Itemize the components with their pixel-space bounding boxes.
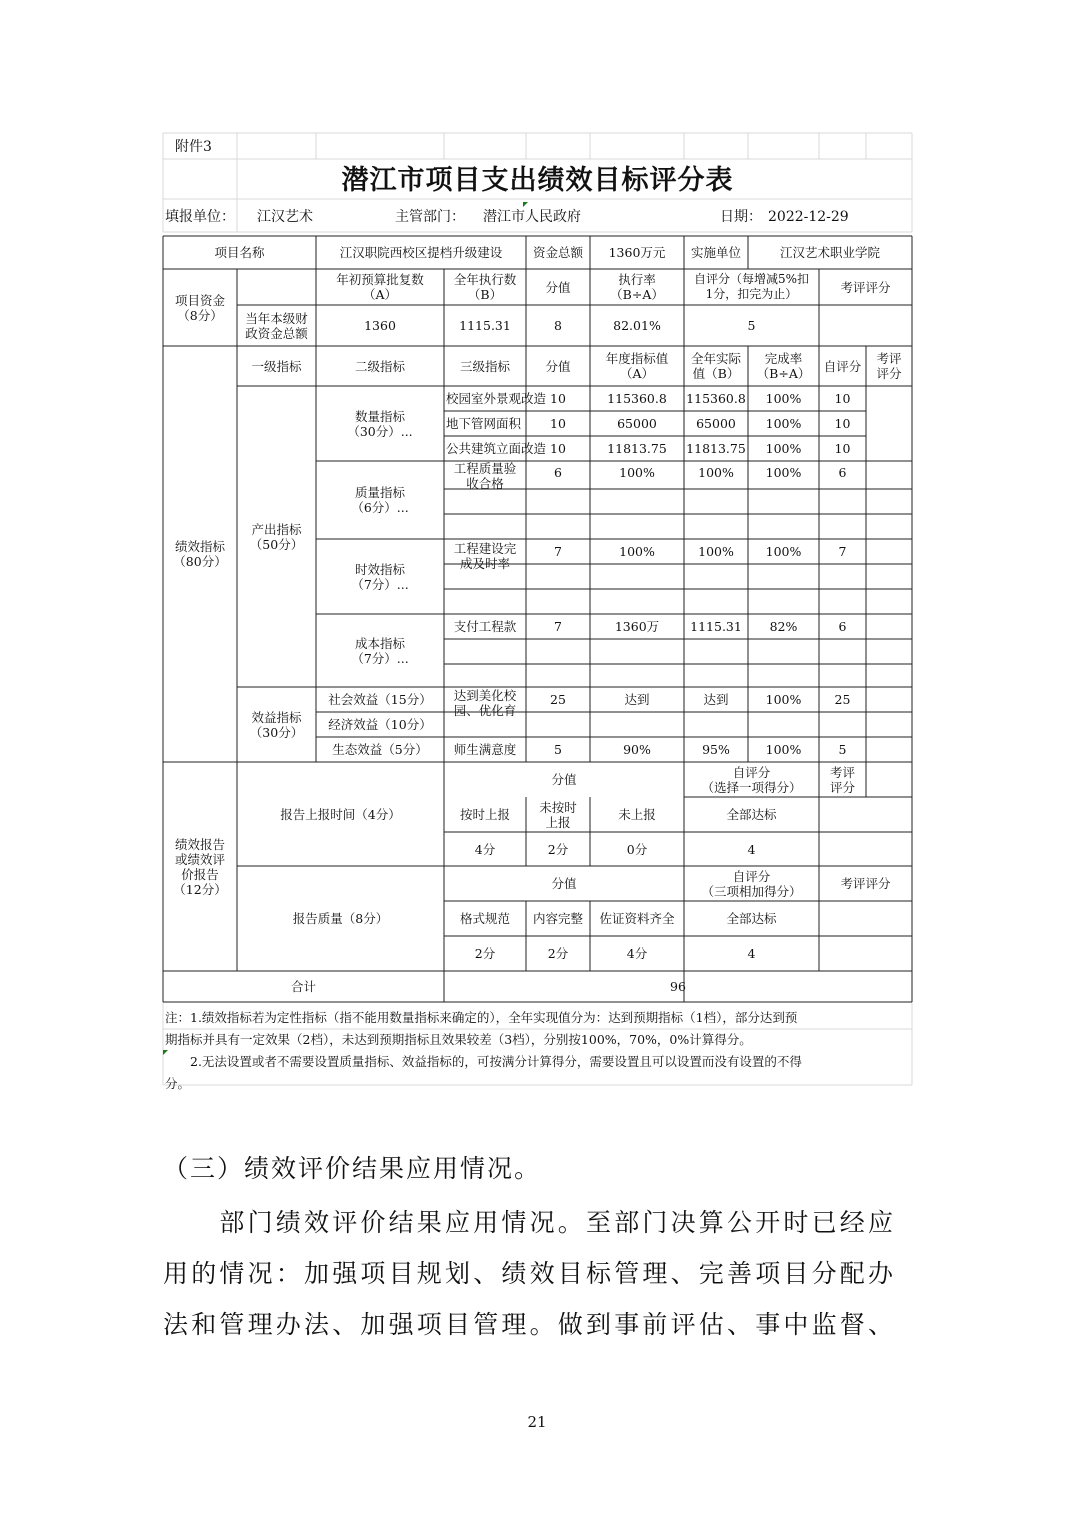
- group-cost: 成本指标 （7分）...: [351, 635, 409, 666]
- row-7-score: 5: [554, 742, 562, 757]
- row-7-target: 90%: [623, 742, 651, 757]
- timing-value-on-time: 4分: [474, 841, 496, 857]
- row-6-indicator: 达到美化校 园、优化育: [453, 688, 517, 718]
- row-4-indicator: 工程建设完 成及时率: [453, 541, 517, 571]
- fill-unit-value: 江汉艺术: [257, 208, 313, 225]
- report-timing-label: 报告上报时间（4分）: [280, 806, 401, 822]
- row-2-self: 10: [834, 441, 851, 456]
- total-value: 96: [670, 979, 686, 994]
- impl-label: 实施单位: [690, 245, 741, 260]
- report-self-header-1: 自评分 （选择一项得分）: [701, 764, 802, 795]
- row-5-rate: 82%: [769, 619, 798, 634]
- note-2-line-2: 分。: [165, 1076, 191, 1091]
- funding-review: [819, 305, 912, 346]
- row-0-score: 10: [550, 391, 566, 406]
- row-3-target: 100%: [619, 465, 655, 480]
- row-5-score: 7: [554, 619, 562, 634]
- funding-col-self: 自评分（每增减5%扣 1分，扣完为止）: [693, 272, 810, 301]
- quality-option-format: 格式规范: [459, 911, 510, 926]
- perf-header-review: 考评 评分: [876, 351, 902, 381]
- effect-indicator-label: 效益指标 （30分）: [249, 709, 304, 740]
- section-heading: （三）绩效评价结果应用情况。: [163, 1154, 542, 1183]
- perf-label: 绩效指标 （80分）: [173, 539, 227, 569]
- perf-header-l3: 三级指标: [459, 358, 510, 374]
- dept-label: 主管部门：: [395, 208, 465, 225]
- group-quality: 质量指标 （6分）...: [351, 485, 409, 515]
- quality-value-evidence: 4分: [626, 946, 648, 961]
- row-4-target: 100%: [619, 544, 655, 559]
- funding-self: 5: [747, 318, 756, 333]
- report-quality-label: 报告质量（8分）: [292, 911, 389, 926]
- quality-value-content: 2分: [547, 946, 569, 961]
- perf-header-rate: 完成率 （B÷A）: [756, 351, 811, 381]
- perf-header-l2: 二级指标: [354, 358, 405, 374]
- quality-self-score: 4: [747, 946, 756, 961]
- timing-option-on-time: 按时上报: [459, 807, 510, 822]
- row-7-rate: 100%: [765, 742, 802, 757]
- row-5-self: 6: [838, 619, 847, 634]
- group-ecological: 生态效益（5分）: [332, 742, 428, 757]
- funding-label: 项目资金 （8分）: [174, 292, 225, 323]
- group-economic: 经济效益（10分）: [328, 717, 432, 732]
- row-3-indicator: 工程质量验 收合格: [453, 461, 517, 491]
- timing-self-score: 4: [747, 841, 756, 857]
- quality-option-evidence: 佐证资料齐全: [599, 911, 675, 926]
- funds-label: 资金总额: [532, 245, 583, 260]
- row-5-target: 1360万: [614, 619, 660, 634]
- funding-col-review: 考评评分: [840, 279, 891, 295]
- page-title: 潜江市项目支出绩效目标评分表: [341, 164, 734, 196]
- body-paragraph-line-1: 部门绩效评价结果应用情况。至部门决算公开时已经应: [163, 1208, 897, 1237]
- timing-value-none: 0分: [626, 841, 648, 857]
- score-sheet: [163, 133, 912, 1091]
- row-0-target: 115360.8: [607, 391, 667, 406]
- body-paragraph-line-3: 法和管理办法、加强项目管理。做到事前评估、事中监督、: [163, 1310, 897, 1339]
- page-number: 21: [527, 1413, 547, 1431]
- report-review-header-1: 考评 评分: [829, 764, 855, 795]
- body-paragraph-line-2: 用的情况：加强项目规划、绩效目标管理、完善项目分配办: [163, 1259, 897, 1288]
- funding-score: 8: [554, 318, 562, 333]
- note-1-line-1: 注：1.绩效指标若为定性指标（指不能用数量指标来确定的），全年实现值分为：达到预期指标（1档），部分达到预: [165, 1010, 798, 1025]
- row-1-rate: 100%: [765, 416, 802, 431]
- funding-a: 1360: [364, 318, 396, 333]
- date-label: 日期：: [720, 208, 762, 225]
- row-5-indicator: 支付工程款: [453, 619, 517, 634]
- row-5-actual: 1115.31: [690, 619, 742, 634]
- report-self-header-2: 自评分 （三项相加得分）: [701, 868, 802, 899]
- row-1-actual: 65000: [696, 416, 736, 431]
- row-2-rate: 100%: [765, 441, 802, 456]
- row-2-indicator: 公共建筑立面改造: [446, 441, 547, 456]
- row-2-score: 10: [550, 441, 566, 456]
- row-4-rate: 100%: [765, 544, 802, 559]
- row-3-score: 6: [554, 465, 562, 480]
- funds-value: 1360万元: [608, 245, 666, 260]
- row-1-target: 65000: [617, 416, 657, 431]
- row-4-actual: 100%: [698, 544, 734, 559]
- row-3-rate: 100%: [765, 465, 802, 480]
- row-7-self: 5: [838, 742, 847, 757]
- perf-header-target: 年度指标值 （A）: [605, 351, 669, 381]
- row-7-indicator: 师生满意度: [453, 742, 517, 757]
- row-2-actual: 11813.75: [686, 441, 746, 456]
- row-4-score: 7: [554, 544, 562, 559]
- group-quantity: 数量指标 （30分）...: [347, 408, 413, 439]
- row-0-rate: 100%: [765, 391, 802, 406]
- group-time: 时效指标 （7分）...: [351, 561, 409, 592]
- perf-header-score: 分值: [545, 358, 571, 374]
- date-value: 2022-12-29: [768, 208, 849, 225]
- fill-unit-label: 填报单位：: [165, 208, 235, 225]
- project-name: 江汉职院西校区提档升级建设: [339, 245, 503, 260]
- row-7-actual: 95%: [702, 742, 730, 757]
- row-6-target: 达到: [624, 692, 650, 707]
- row-6-actual: 达到: [703, 692, 729, 707]
- report-label: 绩效报告 或绩效评 价报告 （12分）: [173, 836, 227, 897]
- report-score-header-2: 分值: [551, 876, 577, 891]
- row-6-self: 25: [834, 692, 851, 707]
- row-3-actual: 100%: [698, 465, 734, 480]
- funding-row-label: 当年本级财 政资金总额: [245, 310, 308, 341]
- timing-value-late: 2分: [547, 841, 569, 857]
- report-review-header-2: 考评评分: [840, 876, 891, 891]
- project-name-label: 项目名称: [214, 245, 265, 260]
- quality-all-met: 全部达标: [726, 911, 777, 926]
- quality-option-content: 内容完整: [532, 911, 583, 926]
- cell-comment-marker: [163, 1050, 168, 1055]
- timing-all-met: 全部达标: [726, 807, 777, 822]
- funding-col-score: 分值: [545, 279, 571, 295]
- group-social: 社会效益（15分）: [328, 692, 432, 707]
- row-2-target: 11813.75: [607, 441, 667, 456]
- funding-col-b: 全年执行数 （B）: [453, 272, 517, 302]
- row-4-self: 7: [838, 544, 847, 559]
- row-1-self: 10: [834, 416, 851, 431]
- funding-b: 1115.31: [459, 318, 511, 333]
- row-1-indicator: 地下管网面积: [446, 416, 522, 431]
- impl-unit: 江汉艺术职业学院: [779, 245, 880, 260]
- row-0-actual: 115360.8: [686, 391, 746, 406]
- row-3-self: 6: [838, 465, 847, 480]
- perf-header-l1: 一级指标: [251, 358, 302, 374]
- timing-option-late: 未按时 上报: [539, 799, 577, 830]
- row-0-self: 10: [834, 391, 851, 406]
- perf-header-self: 自评分: [823, 358, 862, 374]
- quality-value-format: 2分: [474, 946, 496, 961]
- report-score-header-1: 分值: [551, 772, 577, 787]
- timing-option-none: 未上报: [618, 807, 656, 822]
- cell-comment-marker: [523, 202, 528, 207]
- row-1-score: 10: [550, 416, 566, 431]
- funding-rate: 82.01%: [613, 318, 661, 333]
- row-6-rate: 100%: [765, 692, 802, 707]
- note-1-line-2: 期指标并具有一定效果（2档），未达到预期指标且效果较差（3档），分别按100%，70%，0%计算得分。: [165, 1032, 752, 1047]
- total-label: 合计: [290, 979, 316, 994]
- funding-col-a: 年初预算批复数 （A）: [336, 272, 424, 302]
- funding-col-rate: 执行率 （B÷A）: [610, 272, 664, 302]
- output-indicator-label: 产出指标 （50分）: [249, 521, 304, 552]
- attachment-label: 附件3: [175, 138, 212, 155]
- dept-value: 潜江市人民政府: [483, 208, 581, 225]
- note-2-line-1: 2.无法设置或者不需要设置质量指标、效益指标的，可按满分计算得分，需要设置且可以设置而没有设置的不得: [165, 1054, 802, 1069]
- row-0-indicator: 校园室外景观改造: [446, 391, 547, 406]
- table-notes: [163, 1007, 912, 1095]
- row-6-score: 25: [550, 692, 566, 707]
- perf-header-actual: 全年实际 值（B）: [690, 351, 741, 381]
